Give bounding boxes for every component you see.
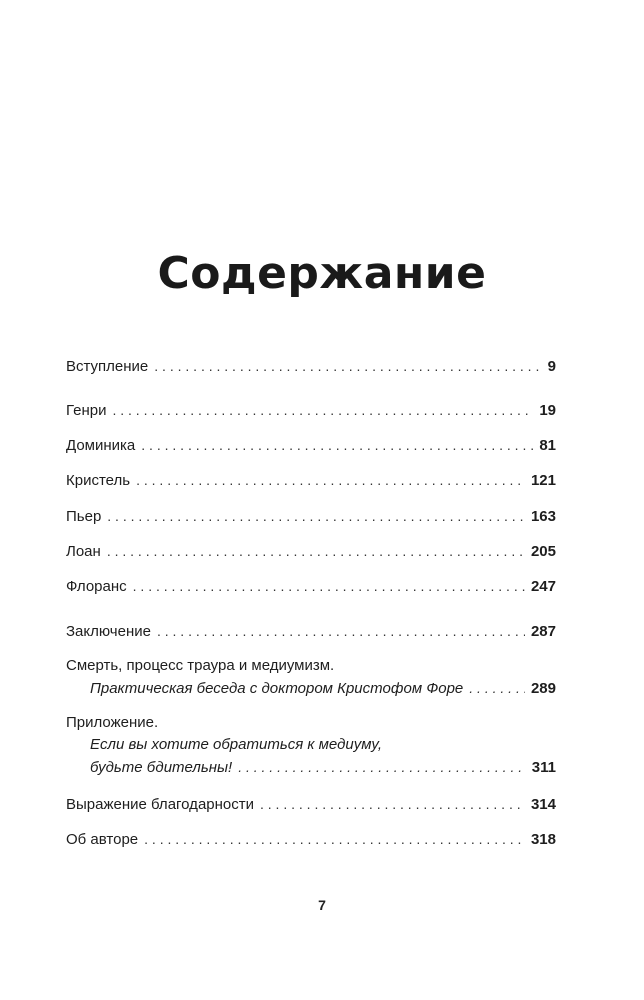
- toc-entry-label: Заключение: [66, 623, 151, 640]
- toc-entry-label: Доминика: [66, 437, 136, 454]
- toc-entry-label: Выражение благодарности: [66, 796, 254, 813]
- toc-entry-acknowledgements[interactable]: [66, 794, 556, 815]
- dot-leader: [107, 541, 525, 561]
- dot-leader: [260, 794, 525, 814]
- dot-leader: [144, 829, 525, 849]
- toc-entry-page: 9: [547, 358, 556, 375]
- dot-leader: [107, 506, 525, 526]
- toc-entry-page: 163: [530, 508, 556, 525]
- dot-leader: [133, 576, 525, 596]
- toc-entry-label: Об авторе: [66, 831, 139, 848]
- page-number: 7: [318, 897, 326, 913]
- toc-entry-about-author[interactable]: [66, 829, 556, 850]
- toc-entry-page: 247: [530, 578, 556, 595]
- toc-entry-page: 121: [530, 472, 556, 489]
- toc-entry-appendix-line2[interactable]: [90, 757, 556, 778]
- toc-entry-florence[interactable]: [66, 576, 556, 597]
- dot-leader: [141, 435, 533, 455]
- toc-entry-appendix-line1: Если вы хотите обратиться к медиуму,: [90, 736, 383, 753]
- toc-entry-intro[interactable]: [66, 356, 556, 377]
- toc-entry-kristel[interactable]: [66, 470, 556, 491]
- toc-entry-page: 289: [530, 680, 556, 697]
- toc-entry-conclusion[interactable]: [66, 621, 556, 642]
- toc-entry-label: Вступление: [66, 358, 149, 375]
- toc-entry-pierre[interactable]: [66, 506, 556, 527]
- toc-entry-label: будьте бдительны!: [90, 759, 233, 776]
- toc-entry-page: 314: [530, 796, 556, 813]
- toc-entry-page: 318: [530, 831, 556, 848]
- toc-entry-label: Практическая беседа с доктором Кристофом Форе: [90, 680, 464, 697]
- toc-entry-label: Генри: [66, 402, 107, 419]
- toc-entry-henry[interactable]: [66, 400, 556, 421]
- toc-entry-death-heading[interactable]: Смерть, процесс траура и медиумизм.: [66, 657, 335, 674]
- toc-entry-death-subtitle[interactable]: [90, 678, 556, 699]
- toc-entry-label: Лоан: [66, 543, 101, 560]
- toc-entry-label: Пьер: [66, 508, 102, 525]
- toc-entry-appendix-heading[interactable]: Приложение.: [66, 714, 159, 731]
- toc-entry-page: 205: [530, 543, 556, 560]
- toc-entry-page: 311: [531, 759, 556, 776]
- dot-leader: [136, 470, 525, 490]
- dot-leader: [469, 678, 525, 698]
- dot-leader: [238, 757, 526, 777]
- toc-entry-label: Флоранс: [66, 578, 127, 595]
- dot-leader: [157, 621, 525, 641]
- toc-entry-page: 19: [539, 402, 556, 419]
- toc-entry-page: 81: [539, 437, 556, 454]
- toc-entry-loan[interactable]: [66, 541, 556, 562]
- toc-entry-label: Кристель: [66, 472, 131, 489]
- page-title: Содержание: [157, 248, 487, 299]
- toc-entry-dominika[interactable]: [66, 435, 556, 456]
- dot-leader: [154, 356, 541, 376]
- toc-entry-page: 287: [530, 623, 556, 640]
- dot-leader: [112, 400, 533, 420]
